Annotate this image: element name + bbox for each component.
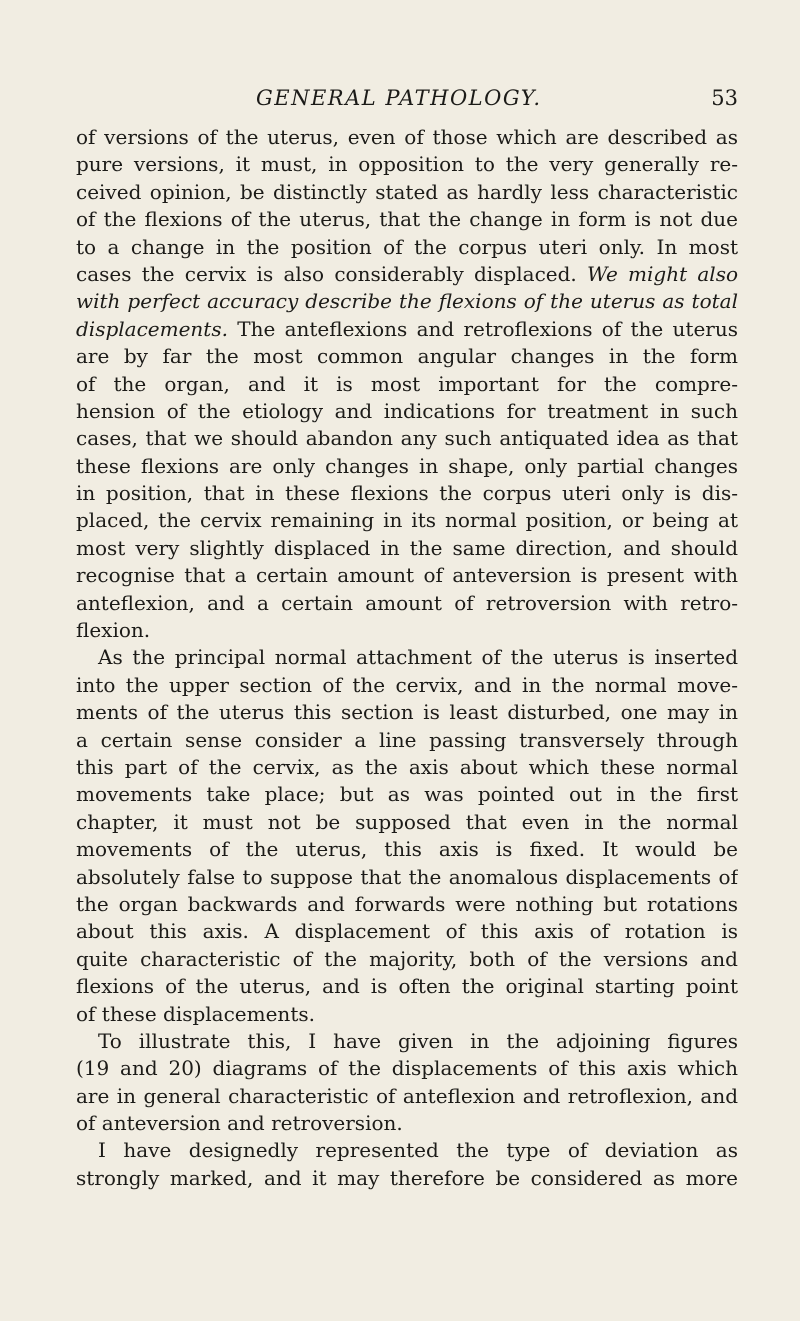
text-line: are in general characteristic of anteflexion and retroflexion, and <box>76 1083 738 1108</box>
text-line: recognise that a certain amount of anteversion is present with <box>76 563 738 588</box>
text-line: a certain sense consider a line passing transversely through <box>76 727 738 752</box>
text-line: chapter, it must not be supposed that even in the normal <box>76 809 738 834</box>
text-run: The anteflexions and retroflexions of the uterus <box>237 316 738 341</box>
text-line: movements of the uterus, this axis is fixed. It would be <box>76 837 738 862</box>
text-line: of these displacements. <box>76 1001 315 1026</box>
text-line: of anteversion and retroversion. <box>76 1111 403 1136</box>
text-line: anteflexion, and a certain amount of retroversion with retro- <box>76 590 738 615</box>
text-line: As the principal normal attachment of the uterus is inserted <box>98 645 738 670</box>
text-line: ments of the uterus this section is least disturbed, one may in <box>76 700 738 725</box>
text-run: cases the cervix is also considerably displaced. <box>76 261 577 286</box>
italic-run: We might also <box>587 261 738 286</box>
text-line: flexion. <box>76 618 151 643</box>
text-line: this part of the cervix, as the axis about which these normal <box>76 754 738 779</box>
text-line: absolutely false to suppose that the anomalous displacements of <box>76 864 738 889</box>
italic-run: with perfect accuracy describe the flexions of the uterus as total <box>76 289 738 314</box>
text-line: into the upper section of the cervix, and in the normal move- <box>76 672 738 697</box>
text-line: I have designedly represented the type of deviation as <box>98 1138 738 1163</box>
page-number: 53 <box>711 86 738 110</box>
text-line: movements take place; but as was pointed out in the first <box>76 782 738 807</box>
text-line <box>76 288 738 315</box>
text-line: strongly marked, and it may therefore be considered as more <box>76 1165 738 1190</box>
text-line: the organ backwards and forwards were nothing but rotations <box>76 891 738 916</box>
text-line: ceived opinion, be distinctly stated as hardly less characteristic <box>76 179 738 204</box>
text-line: in position, that in these flexions the corpus uteri only is dis- <box>76 481 738 506</box>
text-line: flexions of the uterus, and is often the original starting point <box>76 974 738 999</box>
text-line: placed, the cervix remaining in its normal position, or being at <box>76 508 738 533</box>
text-line: these flexions are only changes in shape, only partial changes <box>76 453 738 478</box>
text-line: of the flexions of the uterus, that the change in form is not due <box>76 207 738 232</box>
text-line <box>76 316 738 343</box>
text-line: pure versions, it must, in opposition to the very generally re- <box>76 152 738 177</box>
body-text <box>76 124 738 1192</box>
text-line <box>76 261 738 288</box>
text-line: to a change in the position of the corpus uteri only. In most <box>76 234 738 259</box>
text-line: quite characteristic of the majority, both of the versions and <box>76 946 738 971</box>
text-line: cases, that we should abandon any such antiquated idea as that <box>76 426 738 451</box>
text-line: about this axis. A displacement of this axis of rotation is <box>76 919 738 944</box>
running-title: GENERAL PATHOLOGY. <box>256 86 542 110</box>
text-line: of versions of the uterus, even of those which are described as <box>76 125 738 149</box>
text-line: hension of the etiology and indications for treatment in such <box>76 398 738 423</box>
text-line: of the organ, and it is most important for the compre- <box>76 371 738 396</box>
italic-run: displacements. <box>76 316 228 341</box>
text-line: are by far the most common angular changes in the form <box>76 344 738 369</box>
text-line: most very slightly displaced in the same direction, and should <box>76 535 738 560</box>
running-head <box>76 86 738 114</box>
text-line: (19 and 20) diagrams of the displacements of this axis which <box>76 1056 738 1081</box>
text-line: To illustrate this, I have given in the adjoining figures <box>98 1028 738 1053</box>
